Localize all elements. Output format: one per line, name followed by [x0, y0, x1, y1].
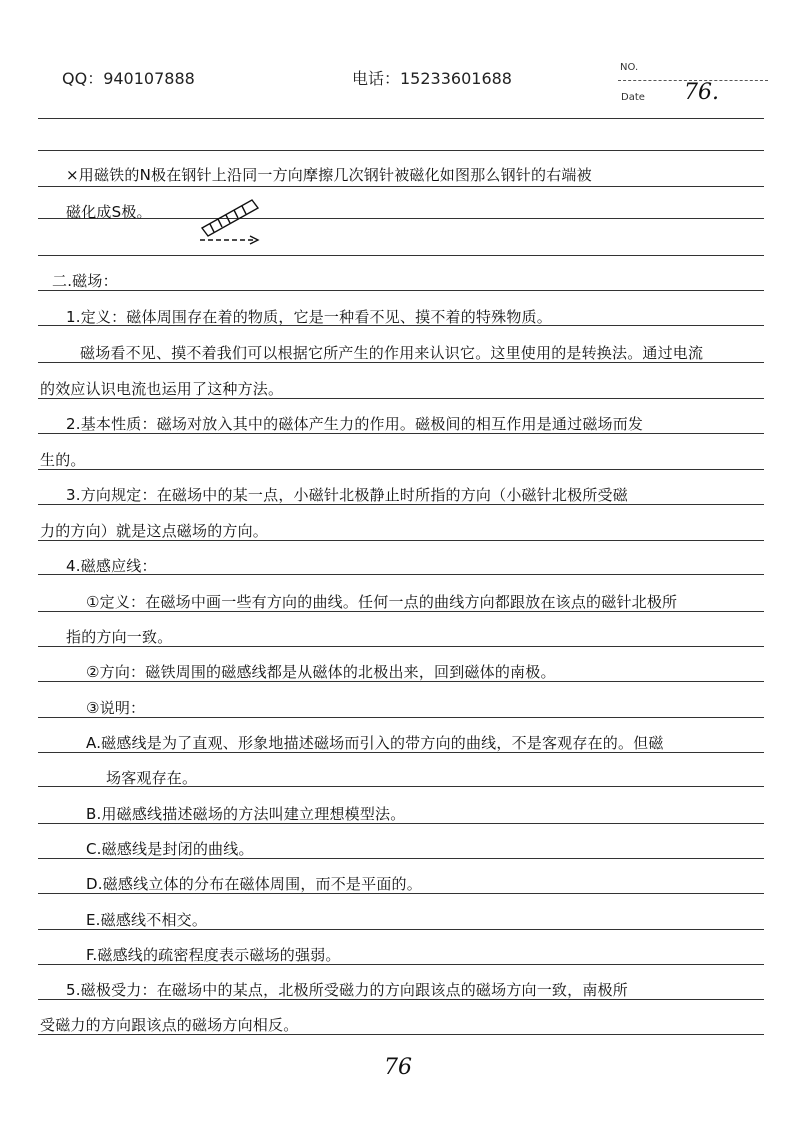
ruled-line [38, 717, 764, 718]
text-line: A.磁感线是为了直观、形象地描述磁场而引入的带方向的曲线，不是客观存在的。但磁 [86, 734, 664, 752]
ruled-line [38, 362, 764, 363]
text-line: 3.方向规定：在磁场中的某一点，小磁针北极静止时所指的方向（小磁针北极所受磁 [66, 486, 628, 504]
text-line: 4.磁感应线： [66, 557, 157, 575]
ruled-line [38, 858, 764, 859]
ruled-line [38, 540, 764, 541]
text-line: ③说明： [86, 699, 146, 717]
phone-contact: 电话：15233601688 [352, 69, 512, 88]
ruled-line [38, 646, 764, 647]
qq-contact: QQ：940107888 [62, 69, 195, 88]
text-line: 2.基本性质：磁场对放入其中的磁体产生力的作用。磁极间的相互作用是通过磁场而发 [66, 415, 644, 433]
text-line: 指的方向一致。 [66, 628, 173, 646]
text-line: D.磁感线立体的分布在磁体周围，而不是平面的。 [86, 875, 422, 893]
ruled-line [38, 186, 764, 187]
ruled-line [38, 893, 764, 894]
text-line: C.磁感线是封闭的曲线。 [86, 840, 254, 858]
ruled-line [38, 1034, 764, 1035]
text-line: 1.定义：磁体周围存在着的物质，它是一种看不见、摸不着的特殊物质。 [66, 308, 552, 326]
text-line: 磁场看不见、摸不着我们可以根据它所产生的作用来认识它。这里使用的是转换法。通过电流 [80, 344, 704, 362]
text-line: 生的。 [40, 451, 86, 469]
ruled-line [38, 823, 764, 824]
text-line: 力的方向）就是这点磁场的方向。 [40, 522, 269, 540]
ruled-line [38, 433, 764, 434]
text-line: 场客观存在。 [106, 769, 198, 787]
text-line: 受磁力的方向跟该点的磁场方向相反。 [40, 1016, 299, 1034]
ruled-line [38, 752, 764, 753]
text-line: F.磁感线的疏密程度表示磁场的强弱。 [86, 946, 341, 964]
ruled-line [38, 469, 764, 470]
page-number: 76 [384, 1055, 412, 1080]
ruled-line [38, 398, 764, 399]
text-line: E.磁感线不相交。 [86, 911, 208, 929]
ruled-line [38, 999, 764, 1000]
ruled-line [38, 681, 764, 682]
ruled-line [38, 964, 764, 965]
section-heading: 二.磁场： [52, 272, 118, 290]
ruled-line [38, 290, 764, 291]
text-line: ①定义：在磁场中画一些有方向的曲线。任何一点的曲线方向都跟放在该点的磁针北极所 [86, 593, 678, 611]
date-value: 76. [684, 80, 719, 105]
no-label: NO. [620, 62, 639, 73]
ruled-line [38, 255, 764, 256]
header-rule [38, 118, 764, 119]
magnet-needle-diagram [196, 196, 268, 246]
ruled-line [38, 150, 764, 151]
ruled-line [38, 929, 764, 930]
date-label: Date [621, 92, 645, 103]
text-line: ②方向：磁铁周围的磁感线都是从磁体的北极出来，回到磁体的南极。 [86, 663, 556, 681]
ruled-line [38, 611, 764, 612]
ruled-line [38, 504, 764, 505]
text-line: ×用磁铁的N极在钢针上沿同一方向摩擦几次钢针被磁化如图那么钢针的右端被 [66, 166, 592, 184]
text-line: 5.磁极受力：在磁场中的某点，北极所受磁力的方向跟该点的磁场方向一致，南极所 [66, 981, 628, 999]
text-line: B.用磁感线描述磁场的方法叫建立理想模型法。 [86, 805, 406, 823]
text-line: 磁化成S极。 [66, 203, 152, 221]
text-line: 的效应认识电流也运用了这种方法。 [40, 380, 284, 398]
